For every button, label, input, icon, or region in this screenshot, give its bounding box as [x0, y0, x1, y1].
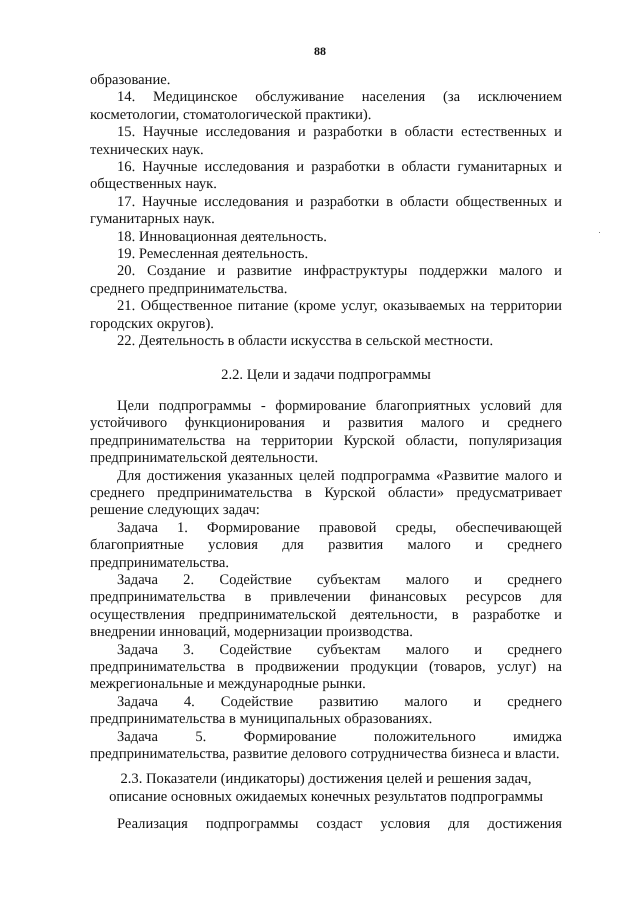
list-continuation: образование. [90, 72, 171, 88]
tasks-intro-paragraph: Для достижения указанных целей подпрограмма «Развитие малого и среднего предпринимательства в Курской области» предусматривает решение следующих задач: [90, 467, 562, 519]
section-heading-2-2: 2.2. Цели и задачи подпрограммы [221, 366, 431, 383]
section-heading-2-3-line1: 2.3. Показатели (индикаторы) достижения целей и решения задач, [120, 771, 532, 788]
page-content [90, 72, 562, 834]
list-item: 18. Инновационная деятельность. [117, 228, 327, 245]
goals-paragraph: Цели подпрограммы - формирование благоприятных условий для устойчивого функционирования и развития малого и среднего предпринимательства на территории Курской области, популяризация предпринимательской деятельности. [90, 397, 562, 467]
list-item: 21. Общественное питание (кроме услуг, оказываемых на территории городских округов). [90, 298, 562, 332]
section-heading-2-3-line2: описание основных ожидаемых конечных результатов подпрограммы [109, 788, 543, 805]
task-item: Задача 4. Содействие развитию малого и среднего предпринимательства в муниципальных образованиях. [90, 693, 562, 728]
scan-speck [599, 232, 600, 233]
list-item: 16. Научные исследования и разработки в области гуманитарных и общественных наук. [90, 159, 562, 193]
task-item: Задача 2. Содействие субъектам малого и среднего предпринимательства в привлечении финансовых ресурсов для осуществления предпринимательской деятельности, в разработке и внедрении инноваций, модернизации производства. [90, 571, 562, 641]
page-number: 88 [314, 44, 326, 58]
list-item: 15. Научные исследования и разработки в области естественных и технических наук. [90, 124, 562, 158]
list-item: 19. Ремесленная деятельность. [117, 246, 309, 263]
list-item: 17. Научные исследования и разработки в области общественных и гуманитарных наук. [90, 193, 562, 228]
task-item: Задача 5. Формирование положительного имиджа предпринимательства, развитие делового сотрудничества бизнеса и власти. [90, 728, 562, 763]
list-item: 22. Деятельность в области искусства в сельской местности. [117, 333, 494, 350]
results-paragraph-start: Реализация подпрограммы создаст условия для достижения [117, 816, 562, 833]
task-item: Задача 1. Формирование правовой среды, обеспечивающей благоприятные условия для развития малого и среднего предпринимательства. [90, 519, 562, 571]
section-heading-2-3 [90, 771, 562, 806]
list-item: 20. Создание и развитие инфраструктуры поддержки малого и среднего предпринимательства. [90, 263, 562, 297]
list-item: 14. Медицинское обслуживание населения (за исключением косметологии, стоматологической практики). [90, 89, 562, 123]
task-item: Задача 3. Содействие субъектам малого и среднего предпринимательства в продвижении продукции (товаров, услуг) на межрегиональные и международные рынки. [90, 641, 562, 693]
